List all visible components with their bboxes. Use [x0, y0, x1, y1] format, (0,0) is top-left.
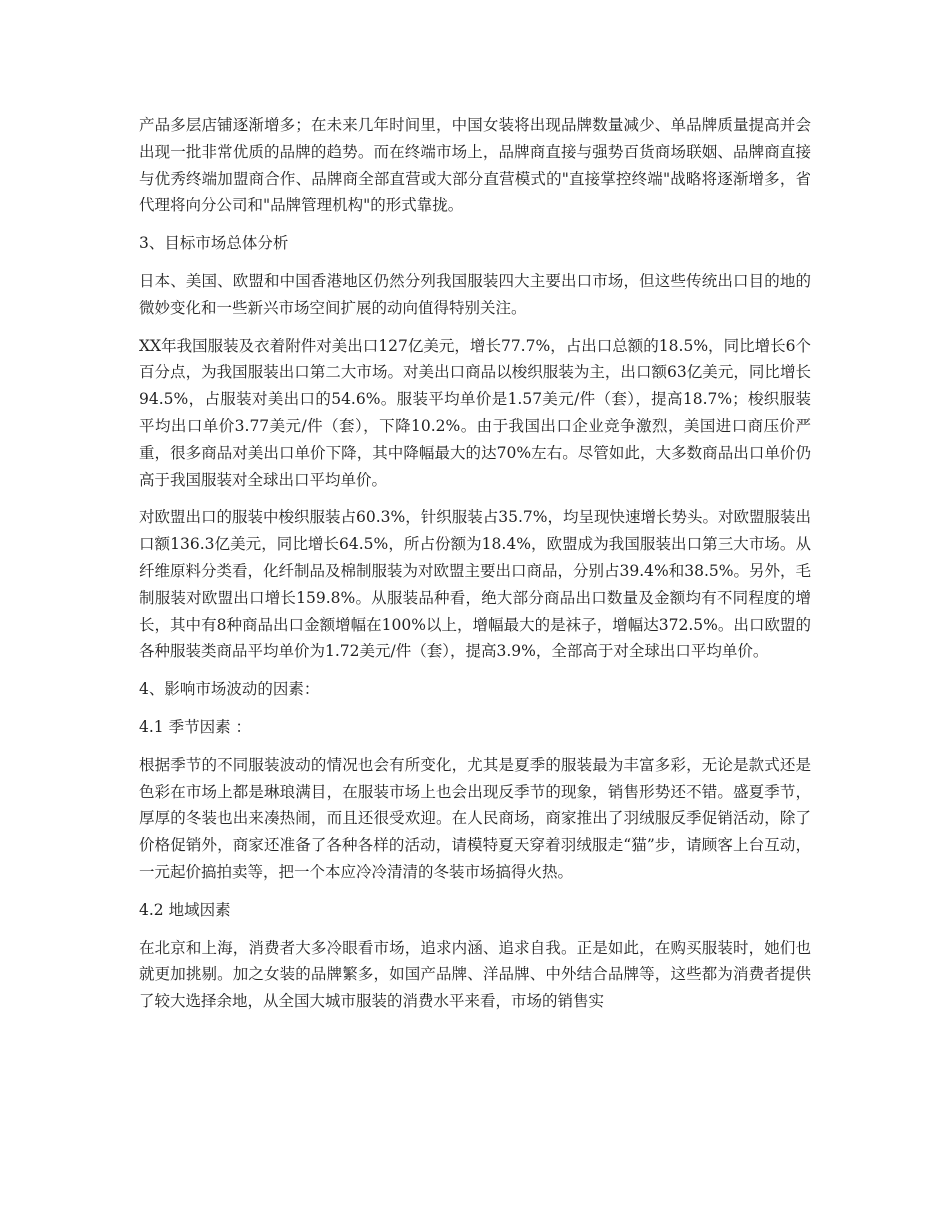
- subsection-heading-region: 4.2 地域因素: [139, 900, 231, 919]
- section-heading-market-factors: 4、影响市场波动的因素：: [139, 680, 320, 699]
- paragraph-eu-exports: 对欧盟出口的服装中梭织服装占60.3%，针织服装占35.7%，均呈现快速增长势头。对欧盟服装出口额136.3亿美元，同比增长64.5%，所占份额为18.4%，欧盟成为我国服装出口第三大市场。从纤维原料分类看，化纤制品及棉制服装为对欧盟主要出口商品，分别占39.4%和38.5%。另外，毛制服装对欧盟出口增长159.8%。从服装品种看，绝大部分商品出口数量及金额均有不同程度的增长，其中有8种商品出口金额增幅在100%以上，增幅最大的是袜子，增幅达372.5%。出口欧盟的各种服装类商品平均单价为1.72美元/件（套），提高3.9%，全部高于对全球出口平均单价。: [139, 508, 811, 661]
- paragraph-brand-trend: 产品多层店铺逐渐增多；在未来几年时间里，中国女装将出现品牌数量减少、单品牌质量提高并会出现一批非常优质的品牌的趋势。而在终端市场上，品牌商直接与强势百货商场联姻、品牌商直接与优秀终端加盟商合作、品牌商全部直营或大部分直营模式的"直接掌控终端"战略将逐渐增多，省代理将向分公司和"品牌管理机构"的形式靠拢。: [139, 116, 811, 215]
- paragraph-us-exports: XX年我国服装及衣着附件对美出口127亿美元，增长77.7%，占出口总额的18.5%，同比增长6个百分点，为我国服装出口第二大市场。对美出口商品以梭织服装为主，出口额63亿美元，同比增长94.5%，占服装对美出口的54.6%。服装平均单价是1.57美元/件（套），提高18.7%；梭织服装平均出口单价3.77美元/件（套），下降10.2%。由于我国出口企业竞争激烈，美国进口商压价严重，很多商品对美出口单价下降，其中降幅最大的达70%左右。尽管如此，大多数商品出口单价仍高于我国服装对全球出口平均单价。: [139, 336, 811, 489]
- section-heading-target-market: 3、目标市场总体分析: [139, 234, 289, 253]
- paragraph-season-factor: 根据季节的不同服装波动的情况也会有所变化，尤其是夏季的服装最为丰富多彩，无论是款式还是色彩在市场上都是琳琅满目，在服装市场上也会出现反季节的现象，销售形势还不错。盛夏季节，厚厚的冬装也出来凑热闹，而且还很受欢迎。在人民商场，商家推出了羽绒服反季促销活动，除了价格促销外，商家还准备了各种各样的活动，请模特夏天穿着羽绒服走“猫”步，请顾客上台互动，一元起价搞拍卖等，把一个本应冷冷清清的冬装市场搞得火热。: [139, 755, 811, 881]
- paragraph-region-factor: 在北京和上海，消费者大多冷眼看市场，追求内涵、追求自我。正是如此，在购买服装时，她们也就更加挑剔。加之女装的品牌繁多，如国产品牌、洋品牌、中外结合品牌等，这些都为消费者提供了较大选择余地，从全国大城市服装的消费水平来看，市场的销售实: [139, 938, 811, 1011]
- paragraph-export-markets: 日本、美国、欧盟和中国香港地区仍然分列我国服装四大主要出口市场，但这些传统出口目的地的微妙变化和一些新兴市场空间扩展的动向值得特别关注。: [139, 271, 811, 317]
- document-body: [139, 112, 811, 1026]
- subsection-heading-season: 4.1 季节因素 ：: [139, 717, 252, 736]
